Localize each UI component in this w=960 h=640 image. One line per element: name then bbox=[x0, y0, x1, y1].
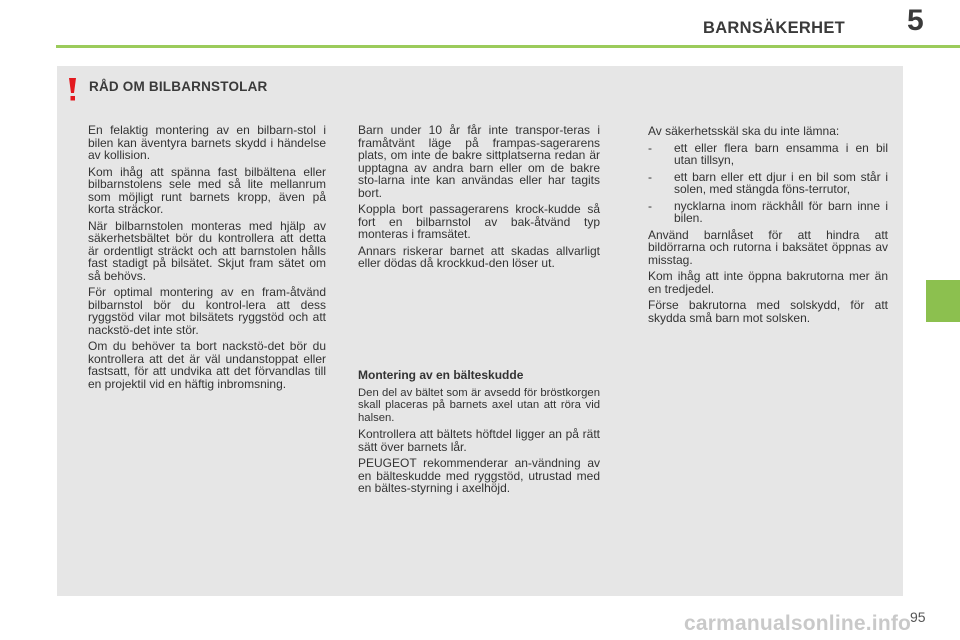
paragraph: När bilbarnstolen monteras med hjälp av säkerhetsbältet bör du kontrollera att detta är ordentligt sträckt och att barnstolen hålls fast stadigt på bilsätet. Skjut fram sätet om så behövs. bbox=[88, 218, 326, 283]
booster-cushion-section bbox=[358, 369, 600, 499]
paragraph: Kom ihåg att spänna fast bilbältena eller bilbarnstolens sele med så lite mellanrum som möjligt runt barnets kropp, även på korta sträckor. bbox=[88, 164, 326, 216]
paragraph: Barn under 10 år får inte transpor-teras i framåtvänt läge på frampas-sagerarens plats, om inte de bakre sittplatserna redan är upptagna av andra barn eller om de bakre sto-larna inte kan användas eller har tagits bort. bbox=[358, 123, 600, 200]
list-item bbox=[648, 200, 888, 225]
paragraph: Annars riskerar barnet att skadas allvarligt eller dödas då krockkud-den löser ut. bbox=[358, 243, 600, 270]
paragraph: Den del av bältet som är avsedd för bröstkorgen skall placeras på barnets axel utan att röra vid halsen. bbox=[358, 386, 600, 424]
subsection-heading: Montering av en bälteskudde bbox=[358, 368, 524, 382]
paragraph: Av säkerhetsskäl ska du inte lämna: bbox=[648, 124, 840, 138]
paragraph: Kom ihåg att inte öppna bakrutorna mer än en tredjedel. bbox=[648, 269, 888, 296]
exclamation-warning-icon bbox=[65, 74, 79, 104]
paragraph: Kontrollera att bältets höftdel ligger an på rätt sätt över barnets lår. bbox=[358, 427, 600, 454]
paragraph: Använd barnlåset för att hindra att bildörrarna och rutorna i baksätet öppnas av misstag. bbox=[648, 227, 888, 267]
paragraph: För optimal montering av en fram-åtvänd bilbarnstol bör du kontrol-lera att dess ryggstöd vilar mot bilsätets ryggstöd och att nackstö-det inte stör. bbox=[88, 285, 326, 337]
list-item-text: ett barn eller ett djur i en bil som står i solen, med stängda föns-terrutor, bbox=[674, 169, 888, 196]
text-column-middle bbox=[358, 124, 600, 274]
list-dash: - bbox=[648, 169, 652, 184]
chapter-side-tab bbox=[926, 280, 960, 322]
paragraph: Förse bakrutorna med solskydd, för att skydda små barn mot solsken. bbox=[648, 298, 888, 325]
paragraph: En felaktig montering av en bilbarn-stol i bilen kan äventyra barnets skydd i händelse av kollision. bbox=[88, 123, 326, 162]
chapter-number: 5 bbox=[907, 4, 924, 37]
page-number: 95 bbox=[910, 609, 926, 625]
paragraph: Om du behöver ta bort nackstö-det bör du kontrollera att det är väl undanstoppat eller fastsatt, för att undvika att det förvandlas till en projektil vid en häftig inbromsning. bbox=[88, 339, 326, 391]
paragraph: Koppla bort passagerarens krock-kudde så fort en bilbarnstol av bak-åtvänd typ monteras i framsätet. bbox=[358, 202, 600, 241]
list-item bbox=[648, 171, 888, 196]
paragraph: PEUGEOT rekommenderar an-vändning av en bälteskudde med ryggstöd, utrustad med en bältes-styrning i axelhöjd. bbox=[358, 456, 600, 495]
header-divider bbox=[56, 45, 960, 48]
section-title: RÅD OM BILBARNSTOLAR bbox=[89, 79, 268, 94]
text-column-right bbox=[648, 125, 888, 328]
list-item-text: nycklarna inom räckhåll för barn inne i bilen. bbox=[674, 198, 888, 225]
watermark: carmanualsonline.info bbox=[684, 612, 912, 635]
list-item-text: ett eller flera barn ensamma i en bil utan tillsyn, bbox=[674, 140, 888, 167]
list-dash: - bbox=[648, 198, 652, 213]
text-column-left bbox=[88, 124, 326, 394]
list-dash: - bbox=[648, 140, 652, 155]
page-header-title: BARNSÄKERHET bbox=[703, 19, 846, 37]
list-item bbox=[648, 142, 888, 167]
